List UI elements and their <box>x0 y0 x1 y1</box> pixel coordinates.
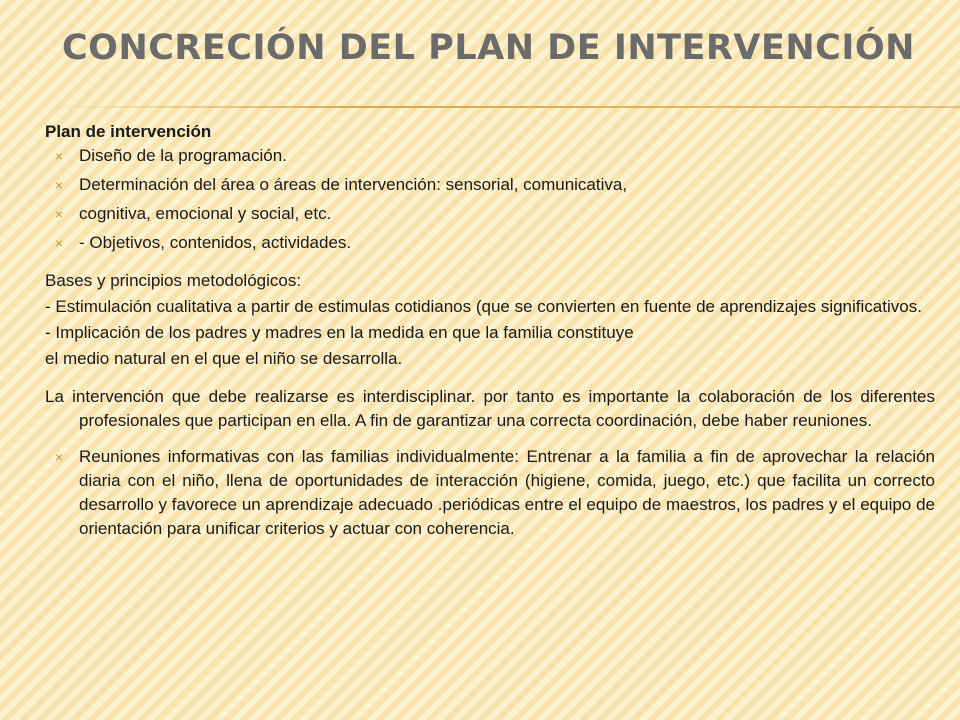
slide-body <box>45 120 935 541</box>
bases-item: - Estimulación cualitativa a partir de estimulas cotidianos (que se convierten en fuente de aprendizajes significativos. <box>45 297 922 316</box>
cross-bullet-icon: × <box>55 206 64 222</box>
final-bullet-item <box>45 445 935 541</box>
cross-bullet-icon: × <box>55 177 64 193</box>
bullet-item <box>45 144 935 168</box>
cross-bullet-icon: × <box>55 235 64 251</box>
plan-heading: Plan de intervención <box>45 122 212 141</box>
bullet-text: cognitiva, emocional y social, etc. <box>79 204 332 223</box>
cross-bullet-icon: × <box>55 449 64 465</box>
bullet-text: - Objetivos, contenidos, actividades. <box>79 233 352 252</box>
bases-item-continuation: el medio natural en el que el niño se desarrolla. <box>45 349 403 368</box>
bullet-text: Reuniones informativas con las familias individualmente: Entrenar a la familia a fin de aprovechar la relación diaria con el niño, llena de oportunidades de interacción (higiene, comida, juego, etc.) que facilita un correcto desarrollo y favorece un aprendizaje adecuado .periódicas entre el equipo de maestros, los padres y el equipo de orientación para unificar criterios y actuar con coherencia. <box>79 447 935 538</box>
bullet-item <box>45 173 935 197</box>
title-divider <box>45 106 960 108</box>
interdisciplinary-paragraph: La intervención que debe realizarse es interdisciplinar. por tanto es importante la colaboración de los diferentes profesionales que participan en ella. A fin de garantizar una correcta coordinación, debe haber reuniones. <box>45 387 935 430</box>
cross-bullet-icon: × <box>55 148 64 164</box>
bullet-text: Determinación del área o áreas de intervención: sensorial, comunicativa, <box>79 175 628 194</box>
bullet-text: Diseño de la programación. <box>79 146 287 165</box>
bullet-item <box>45 202 935 226</box>
bases-item: - Implicación de los padres y madres en la medida en que la familia constituye <box>45 323 634 342</box>
bullet-item <box>45 231 935 255</box>
bases-heading: Bases y principios metodológicos: <box>45 271 302 290</box>
slide-title: CONCRECIÓN DEL PLAN DE INTERVENCIÓN <box>62 28 915 68</box>
